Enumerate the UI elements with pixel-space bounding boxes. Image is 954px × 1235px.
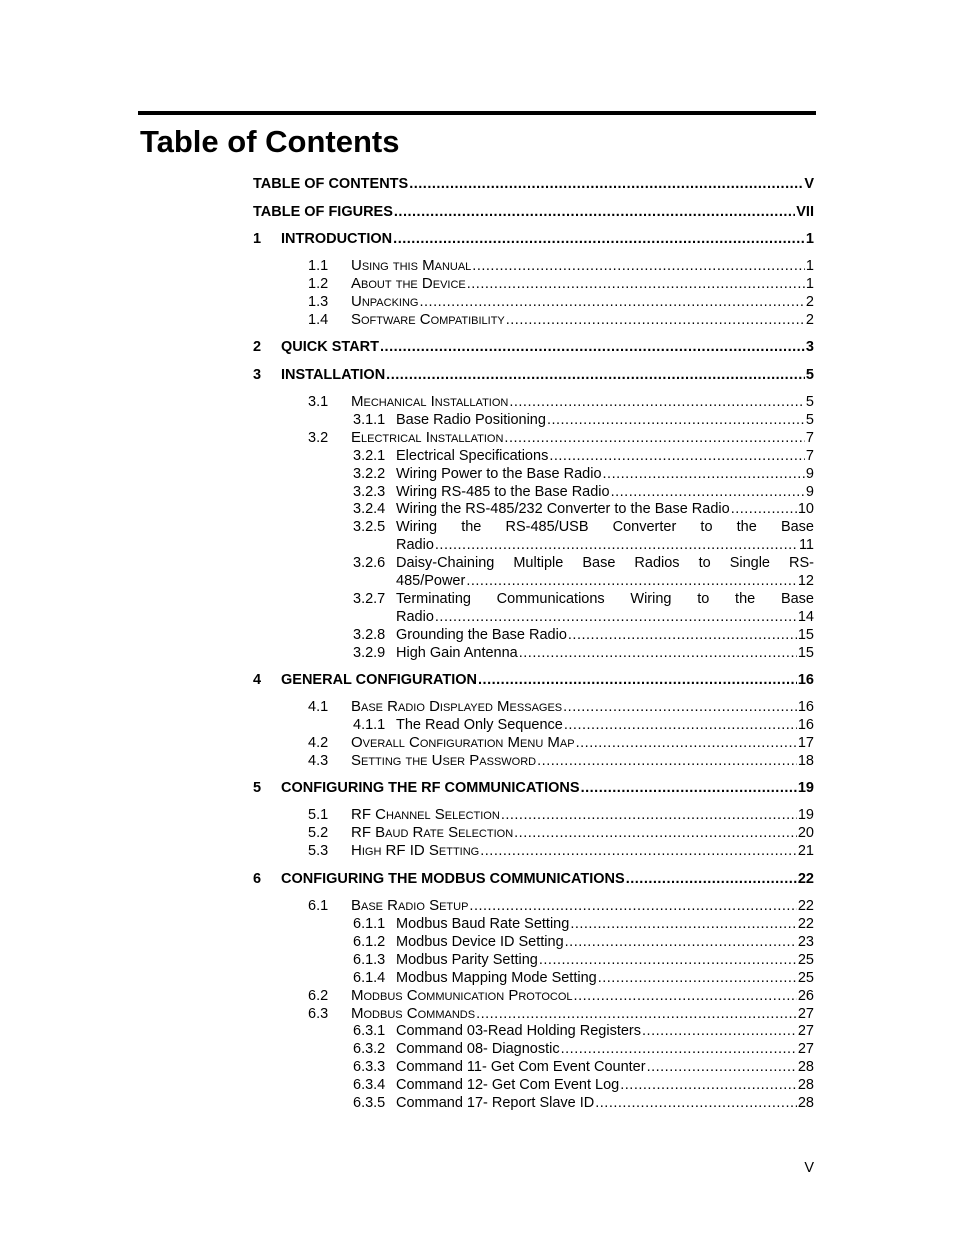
toc-entry-label: Overall Configuration Menu Map (351, 734, 575, 751)
toc-entry-page: 9 (805, 484, 814, 500)
toc-entry[interactable] (308, 698, 814, 716)
toc-entry[interactable] (353, 716, 814, 734)
toc-entry[interactable] (353, 518, 814, 536)
toc-entry[interactable] (353, 933, 814, 951)
toc-entry[interactable] (308, 752, 814, 770)
toc-entry-label: Command 03-Read Holding Registers (396, 1023, 642, 1039)
toc-leader-dots (393, 230, 805, 248)
toc-entry-number: 5 (253, 780, 262, 796)
toc-entry-text (351, 752, 814, 770)
toc-entry-label: Wiring the RS-485/232 Converter to the Base Radio (396, 501, 730, 517)
toc-entry-number: 6.3 (308, 1006, 329, 1022)
toc-entry-text (253, 203, 814, 221)
toc-entry-label: Grounding the Base Radio (396, 627, 567, 643)
toc-leader-dots (603, 465, 805, 483)
toc-entry[interactable] (353, 1076, 814, 1094)
toc-entry-page: 27 (797, 1006, 814, 1022)
toc-entry-number: 6.1.4 (353, 970, 386, 986)
toc-leader-dots (435, 608, 797, 626)
toc-entry-text (396, 1094, 814, 1112)
toc-entry-number: 4 (253, 672, 262, 688)
toc-leader-dots (611, 483, 805, 501)
toc-leader-dots (394, 203, 795, 221)
toc-leader-dots (380, 338, 805, 356)
toc-entry-label: Command 08- Diagnostic (396, 1041, 560, 1057)
toc-entry[interactable] (353, 1022, 814, 1040)
toc-entry-number: 3 (253, 367, 262, 383)
toc-entry-page: 5 (805, 412, 814, 428)
toc-entry[interactable] (308, 311, 814, 329)
toc-entry-text (396, 483, 814, 501)
toc-entry-page: 15 (797, 627, 814, 643)
toc-entry-text (351, 293, 814, 311)
toc-entry-label: Wiring the RS-485/USB Converter to the Base (396, 519, 814, 535)
toc-entry[interactable] (353, 1040, 814, 1058)
toc-entry[interactable] (308, 824, 814, 842)
toc-entry-page: VII (796, 204, 814, 220)
toc-entry-number: 4.2 (308, 735, 329, 751)
toc-entry-label: INSTALLATION (281, 367, 386, 383)
toc-leader-dots (476, 1005, 797, 1023)
toc-entry[interactable] (353, 447, 814, 465)
toc-entry-label: Wiring Power to the Base Radio (396, 466, 602, 482)
toc-entry-text (351, 842, 814, 860)
toc-leader-dots (537, 752, 797, 770)
toc-entry[interactable] (253, 366, 814, 384)
toc-entry[interactable] (353, 644, 814, 662)
toc-entry-text (351, 698, 814, 716)
toc-leader-dots (565, 933, 797, 951)
toc-entry-page: 19 (797, 807, 814, 823)
toc-entry-text (351, 393, 814, 411)
toc-entry-page: 22 (797, 916, 814, 932)
toc-entry-page: 27 (797, 1023, 814, 1039)
page-title: Table of Contents (140, 124, 400, 159)
toc-entry-label: Electrical Installation (351, 429, 504, 446)
toc-entry-number: 5.3 (308, 843, 329, 859)
toc-entry-page: 21 (797, 843, 814, 859)
toc-entry-text (281, 230, 814, 248)
toc-leader-dots (409, 175, 803, 193)
toc-entry[interactable] (308, 734, 814, 752)
toc-entry-text (351, 806, 814, 824)
toc-entry[interactable] (353, 411, 814, 429)
toc-entry-continuation[interactable] (396, 608, 814, 626)
toc-leader-dots (574, 987, 797, 1005)
toc-entry-text (396, 644, 814, 662)
toc-entry-text (396, 951, 814, 969)
toc-entry-page: 19 (797, 780, 814, 796)
toc-entry-number: 5.2 (308, 825, 329, 841)
toc-entry-text (396, 716, 814, 734)
toc-entry[interactable] (253, 671, 814, 689)
toc-entry-number: 3.2.6 (353, 555, 386, 571)
toc-entry-label: Modbus Mapping Mode Setting (396, 970, 597, 986)
toc-entry-text (396, 590, 814, 608)
toc-entry-number: 3.2.7 (353, 591, 386, 607)
toc-entry-label: TABLE OF CONTENTS (253, 176, 409, 192)
toc-entry-label: Modbus Baud Rate Setting (396, 916, 570, 932)
toc-leader-dots (598, 969, 797, 987)
toc-entry-text (351, 275, 814, 293)
toc-entry-label: High Gain Antenna (396, 645, 518, 661)
toc-entry[interactable] (308, 257, 814, 275)
toc-entry-page: 1 (805, 258, 814, 274)
toc-entry[interactable] (253, 779, 814, 797)
toc-entry[interactable] (353, 590, 814, 608)
toc-entry-number: 4.1.1 (353, 717, 386, 733)
toc-entry-page: 27 (797, 1041, 814, 1057)
toc-entry-label: Setting the User Password (351, 752, 537, 769)
toc-entry-number: 3.2.8 (353, 627, 386, 643)
toc-entry[interactable] (353, 951, 814, 969)
toc-entry-number: 1.2 (308, 276, 329, 292)
toc-entry[interactable] (308, 1005, 814, 1023)
toc-entry-label: The Read Only Sequence (396, 717, 563, 733)
toc-leader-dots (469, 897, 796, 915)
toc-entry[interactable] (308, 987, 814, 1005)
toc-entry-label: Electrical Specifications (396, 448, 549, 464)
toc-entry-page: 23 (797, 934, 814, 950)
toc-entry-label: Modbus Device ID Setting (396, 934, 564, 950)
toc-entry-label: Base Radio Positioning (396, 412, 546, 428)
toc-entry[interactable] (308, 393, 814, 411)
toc-entry-label: GENERAL CONFIGURATION (281, 672, 478, 688)
toc-entry-number: 3.1.1 (353, 412, 386, 428)
toc-entry-page: 25 (797, 952, 814, 968)
toc-entry-number: 6.3.5 (353, 1095, 386, 1111)
toc-entry-page: 25 (797, 970, 814, 986)
toc-leader-dots (568, 626, 797, 644)
toc-entry-text (396, 969, 814, 987)
toc-leader-dots (731, 500, 797, 518)
toc-entry-text (351, 987, 814, 1005)
toc-entry-text (396, 572, 814, 590)
toc-leader-dots (506, 311, 805, 329)
toc-entry-text (253, 175, 814, 193)
toc-entry-label: Command 17- Report Slave ID (396, 1095, 595, 1111)
toc-entry-number: 3.1 (308, 394, 329, 410)
toc-entry-label: About the Device (351, 275, 466, 292)
toc-entry-number: 1.4 (308, 312, 329, 328)
toc-entry-number: 3.2.3 (353, 484, 386, 500)
toc-entry-label: TABLE OF FIGURES (253, 204, 393, 220)
toc-entry-text (396, 915, 814, 933)
toc-entry-text (281, 366, 814, 384)
toc-entry-label: Command 12- Get Com Event Log (396, 1077, 620, 1093)
toc-entry-number: 5.1 (308, 807, 329, 823)
toc-entry-page: 5 (805, 394, 814, 410)
toc-entry[interactable] (308, 806, 814, 824)
toc-leader-dots (504, 429, 805, 447)
toc-entry-label: Modbus Commands (351, 1005, 476, 1022)
toc-entry-number: 1.1 (308, 258, 329, 274)
toc-entry-text (281, 779, 814, 797)
toc-entry-text (396, 1040, 814, 1058)
toc-entry-number: 6.1 (308, 898, 329, 914)
toc-entry-page: 7 (805, 448, 814, 464)
toc-entry[interactable] (308, 275, 814, 293)
toc-entry-page: 26 (797, 988, 814, 1004)
toc-entry-number: 1.3 (308, 294, 329, 310)
toc-entry-page: 3 (805, 339, 814, 355)
toc-entry-number: 6.3.4 (353, 1077, 386, 1093)
toc-entry[interactable] (253, 338, 814, 356)
toc-leader-dots (386, 366, 805, 384)
toc-entry-label: RF Baud Rate Selection (351, 824, 514, 841)
toc-entry-page: 16 (797, 717, 814, 733)
toc-leader-dots (480, 842, 797, 860)
toc-entry[interactable] (308, 293, 814, 311)
toc-leader-dots (549, 447, 805, 465)
toc-entry-page: 20 (797, 825, 814, 841)
toc-entry-number: 6.3.2 (353, 1041, 386, 1057)
toc-entry-label: Modbus Parity Setting (396, 952, 538, 968)
toc-entry[interactable] (253, 175, 814, 193)
toc-entry-number: 6.2 (308, 988, 329, 1004)
toc-entry-page: 22 (797, 871, 814, 887)
toc-entry[interactable] (353, 1094, 814, 1112)
toc-entry-text (396, 626, 814, 644)
toc-entry[interactable] (353, 915, 814, 933)
toc-entry[interactable] (253, 230, 814, 248)
page-number: V (804, 1160, 814, 1176)
toc-entry-text (396, 447, 814, 465)
toc-leader-dots (509, 393, 805, 411)
toc-entry-number: 4.1 (308, 699, 329, 715)
toc-entry-text (396, 554, 814, 572)
toc-leader-dots (642, 1022, 797, 1040)
toc-entry-page: 16 (797, 672, 814, 688)
toc-entry[interactable] (353, 500, 814, 518)
toc-entry-label: Base Radio Displayed Messages (351, 698, 563, 715)
toc-entry-number: 6 (253, 871, 262, 887)
toc-entry-text (396, 500, 814, 518)
toc-entry-page: 1 (805, 276, 814, 292)
toc-entry-page: 9 (805, 466, 814, 482)
toc-leader-dots (419, 293, 804, 311)
toc-entry-number: 2 (253, 339, 262, 355)
toc-entry-label: INTRODUCTION (281, 231, 393, 247)
toc-entry-text (351, 734, 814, 752)
toc-entry-page: 17 (797, 735, 814, 751)
toc-entry-page: 18 (797, 753, 814, 769)
toc-entry-text (351, 311, 814, 329)
toc-entry-page: 15 (797, 645, 814, 661)
toc-leader-dots (478, 671, 797, 689)
toc-entry-label: Radio (396, 609, 434, 625)
toc-leader-dots (620, 1076, 797, 1094)
toc-entry-page: V (804, 176, 814, 192)
toc-entry[interactable] (353, 969, 814, 987)
toc-entry-page: 11 (798, 537, 814, 553)
toc-entry-label: Wiring RS-485 to the Base Radio (396, 484, 610, 500)
toc-entry-label: High RF ID Setting (351, 842, 480, 859)
toc-entry-label: Base Radio Setup (351, 897, 469, 914)
toc-entry-text (351, 897, 814, 915)
toc-leader-dots (519, 644, 797, 662)
toc-entry-label: Radio (396, 537, 434, 553)
toc-entry[interactable] (353, 483, 814, 501)
toc-leader-dots (435, 536, 798, 554)
toc-leader-dots (514, 824, 797, 842)
toc-entry-label: Daisy-Chaining Multiple Base Radios to Single RS- (396, 555, 814, 571)
toc-leader-dots (595, 1094, 797, 1112)
toc-entry-number: 6.3.3 (353, 1059, 386, 1075)
toc-entry[interactable] (353, 1058, 814, 1076)
toc-entry[interactable] (353, 465, 814, 483)
toc-entry-page: 7 (805, 430, 814, 446)
toc-entry-text (396, 465, 814, 483)
toc-entry-page: 22 (797, 898, 814, 914)
toc-entry-label: CONFIGURING THE MODBUS COMMUNICATIONS (281, 871, 625, 887)
toc-entry-number: 3.2.5 (353, 519, 386, 535)
toc-entry-text (396, 1022, 814, 1040)
toc-entry-label: RF Channel Selection (351, 806, 500, 823)
toc-entry[interactable] (308, 897, 814, 915)
toc-entry[interactable] (308, 429, 814, 447)
toc-entry[interactable] (353, 626, 814, 644)
toc-entry-number: 6.1.3 (353, 952, 386, 968)
toc-entry[interactable] (308, 842, 814, 860)
toc-entry-number: 3.2 (308, 430, 329, 446)
toc-entry-label: QUICK START (281, 339, 380, 355)
toc-entry-page: 28 (797, 1077, 814, 1093)
toc-leader-dots (626, 870, 797, 888)
toc-entry-label: CONFIGURING THE RF COMMUNICATIONS (281, 780, 580, 796)
toc-leader-dots (466, 572, 797, 590)
toc-entry-page: 5 (805, 367, 814, 383)
toc-leader-dots (547, 411, 805, 429)
toc-entry-text (396, 518, 814, 536)
toc-entry-label: Terminating Communications Wiring to the Base (396, 591, 814, 607)
toc-entry-page: 1 (805, 231, 814, 247)
toc-entry-text (351, 429, 814, 447)
toc-entry-number: 6.3.1 (353, 1023, 386, 1039)
toc-entry-page: 28 (797, 1095, 814, 1111)
toc-entry-text (351, 824, 814, 842)
toc-entry-number: 6.1.2 (353, 934, 386, 950)
toc-entry-page: 10 (797, 501, 814, 517)
toc-entry-number: 1 (253, 231, 262, 247)
toc-entry-text (396, 1076, 814, 1094)
toc-entry-page: 16 (797, 699, 814, 715)
toc-leader-dots (581, 779, 797, 797)
toc-entry-label: Command 11- Get Com Event Counter (396, 1059, 646, 1075)
toc-entry-number: 6.1.1 (353, 916, 386, 932)
toc-entry[interactable] (353, 554, 814, 572)
toc-entry-label: Unpacking (351, 293, 419, 310)
toc-leader-dots (472, 257, 805, 275)
toc-entry-label: Mechanical Installation (351, 393, 509, 410)
toc-leader-dots (647, 1058, 797, 1076)
toc-entry-page: 2 (805, 294, 814, 310)
toc-leader-dots (576, 734, 797, 752)
toc-entry-text (281, 870, 814, 888)
toc-entry[interactable] (253, 203, 814, 221)
toc-entry-page: 14 (797, 609, 814, 625)
toc-entry-text (351, 257, 814, 275)
toc-entry-number: 4.3 (308, 753, 329, 769)
toc-entry-text (351, 1005, 814, 1023)
toc-entry-label: 485/Power (396, 573, 466, 589)
toc-entry-label: Software Compatibility (351, 311, 505, 328)
toc-entry-label: Modbus Communication Protocol (351, 987, 573, 1004)
toc-leader-dots (563, 698, 797, 716)
toc-entry-label: Using this Manual (351, 257, 472, 274)
toc-entry-text (396, 536, 814, 554)
toc-entry-page: 12 (797, 573, 814, 589)
toc-entry-page: 28 (797, 1059, 814, 1075)
toc-entry-number: 3.2.1 (353, 448, 386, 464)
toc-leader-dots (561, 1040, 797, 1058)
toc-entry-number: 3.2.4 (353, 501, 386, 517)
toc-entry-text (396, 411, 814, 429)
toc-entry-continuation[interactable] (396, 536, 814, 554)
toc-leader-dots (564, 716, 797, 734)
toc-leader-dots (539, 951, 797, 969)
toc-entry-text (281, 338, 814, 356)
toc-entry-text (396, 933, 814, 951)
toc-leader-dots (501, 806, 797, 824)
toc-entry-text (396, 1058, 814, 1076)
toc-entry-text (281, 671, 814, 689)
toc-leader-dots (570, 915, 797, 933)
toc-entry-number: 3.2.2 (353, 466, 386, 482)
toc-entry-page: 2 (805, 312, 814, 328)
toc-entry-text (396, 608, 814, 626)
toc-leader-dots (467, 275, 805, 293)
toc-entry-continuation[interactable] (396, 572, 814, 590)
toc-entry[interactable] (253, 870, 814, 888)
toc-entry-number: 3.2.9 (353, 645, 386, 661)
